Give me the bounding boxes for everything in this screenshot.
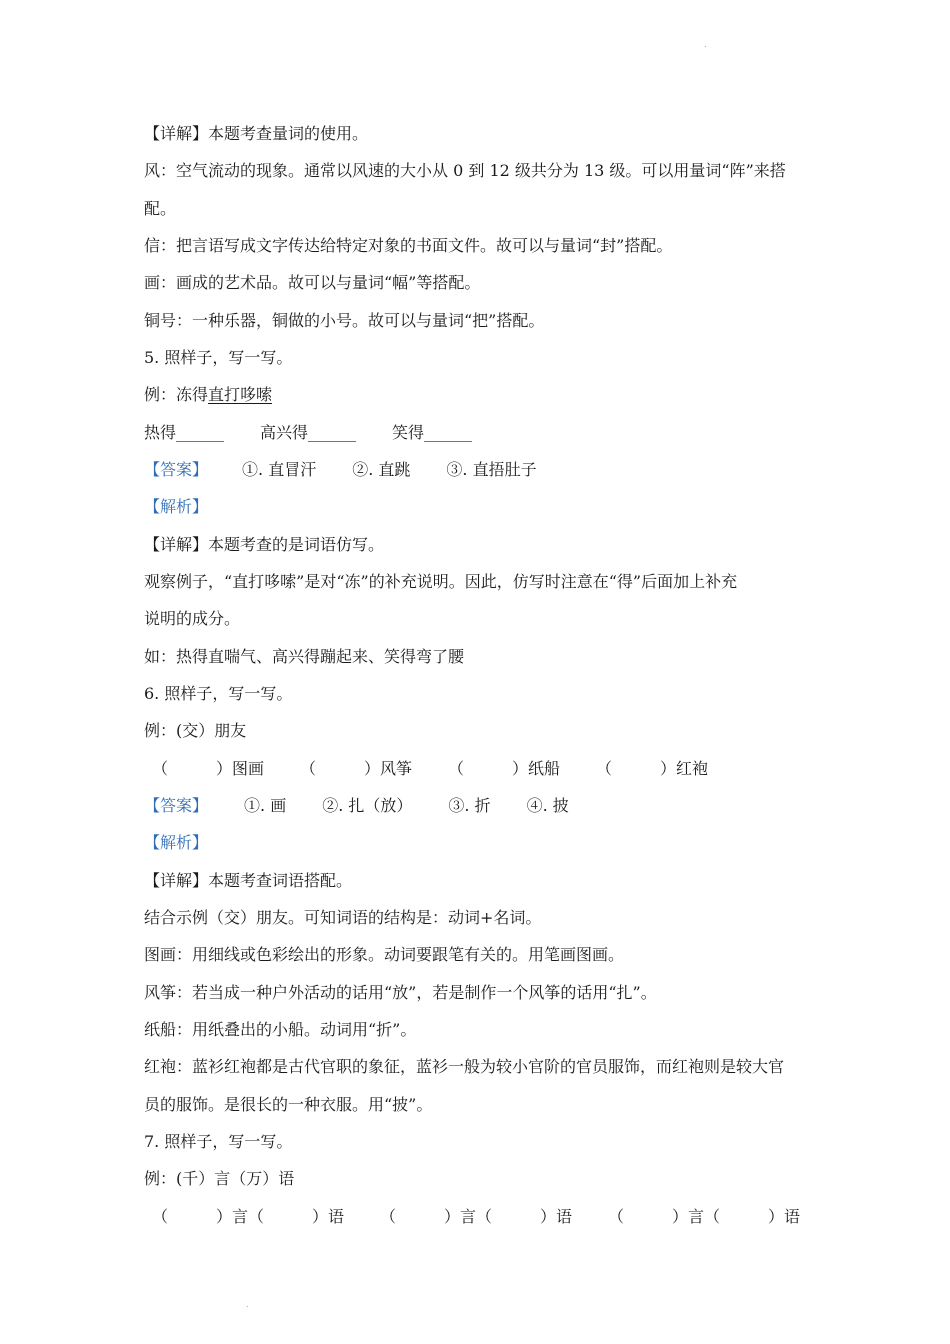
- answer-item: ③. 折: [448, 796, 491, 815]
- question-6-answer: [144, 796, 569, 816]
- scan-dot: .: [704, 40, 707, 49]
- blank-item: （ ）言（ ）语: [380, 1207, 573, 1226]
- blank-item: 热得______: [144, 423, 225, 442]
- analysis-tag: 【解析】: [144, 497, 209, 516]
- question-7-example: 例：(千）言（万）语: [144, 1169, 295, 1188]
- example-underlined: 直打哆嗦: [208, 385, 273, 404]
- detail-line: 【详解】本题考查词语搭配。: [144, 871, 353, 890]
- detail-line: 【详解】本题考查量词的使用。: [144, 124, 369, 143]
- answer-item: ②. 直跳: [352, 460, 411, 479]
- zhichuan-line: 纸船：用纸叠出的小船。动词用“折”。: [144, 1020, 417, 1039]
- question-7-title: 7. 照样子，写一写。: [144, 1132, 293, 1151]
- question-5-blanks: [144, 423, 472, 443]
- answer-tag: 【答案】: [144, 460, 209, 479]
- question-7-blanks: [152, 1207, 800, 1227]
- detail-line: 【详解】本题考查的是词语仿写。: [144, 535, 385, 554]
- blank-item: （ ）言（ ）语: [152, 1207, 345, 1226]
- blank-item: （ ）纸船: [448, 759, 561, 778]
- blank-item: （ ）言（ ）语: [608, 1207, 801, 1226]
- answer-tag: 【答案】: [144, 796, 209, 815]
- tonghao-line: 铜号：一种乐器，铜做的小号。故可以与量词“把”搭配。: [144, 311, 545, 330]
- answer-item: ②. 扎（放）: [322, 796, 413, 815]
- blank-item: 高兴得______: [260, 423, 357, 442]
- observe-line-1: 观察例子，“直打哆嗦”是对“冻”的补充说明。因此，仿写时注意在“得”后面加上补充: [144, 572, 738, 591]
- question-5-title: 5. 照样子，写一写。: [144, 348, 293, 367]
- feng-line-2: 配。: [144, 199, 177, 218]
- hongpao-line-1: 红袍：蓝衫红袍都是古代官职的象征，蓝衫一般为较小官阶的官员服饰，而红袍则是较大官: [144, 1057, 785, 1076]
- analysis-tag: 【解析】: [144, 833, 209, 852]
- tuhua-line: 图画：用细线或色彩绘出的形象。动词要跟笔有关的。用笔画图画。: [144, 945, 625, 964]
- structure-line: 结合示例（交）朋友。可知词语的结构是：动词+名词。: [144, 908, 542, 927]
- blank-item: （ ）图画: [152, 759, 265, 778]
- example-answers-line: 如：热得直喘气、高兴得蹦起来、笑得弯了腰: [144, 647, 465, 666]
- blank-item: （ ）红袍: [596, 759, 709, 778]
- blank-item: 笑得______: [392, 423, 473, 442]
- blank-item: （ ）风筝: [300, 759, 413, 778]
- question-5-answer: [144, 460, 537, 480]
- example-prefix: 例：冻得: [144, 385, 209, 404]
- answer-item: ③. 直捂肚子: [446, 460, 537, 479]
- question-5-example: [144, 385, 272, 405]
- answer-item: ①. 直冒汗: [242, 460, 317, 479]
- xin-line: 信：把言语写成文字传达给特定对象的书面文件。故可以与量词“封”搭配。: [144, 236, 673, 255]
- feng-line-1: 风：空气流动的现象。通常以风速的大小从 0 到 12 级共分为 13 级。可以用量词“阵”来搭: [144, 161, 786, 180]
- scan-dot: .: [246, 1300, 249, 1309]
- question-6-title: 6. 照样子，写一写。: [144, 684, 293, 703]
- hua-line: 画：画成的艺术品。故可以与量词“幅”等搭配。: [144, 273, 481, 292]
- question-6-blanks: [152, 759, 708, 779]
- answer-item: ①. 画: [244, 796, 287, 815]
- hongpao-line-2: 员的服饰。是很长的一种衣服。用“披”。: [144, 1095, 433, 1114]
- answer-item: ④. 披: [526, 796, 569, 815]
- observe-line-2: 说明的成分。: [144, 609, 241, 628]
- fengzheng-line: 风筝：若当成一种户外活动的话用“放”，若是制作一个风筝的话用“扎”。: [144, 983, 657, 1002]
- question-6-example: 例：(交）朋友: [144, 721, 247, 740]
